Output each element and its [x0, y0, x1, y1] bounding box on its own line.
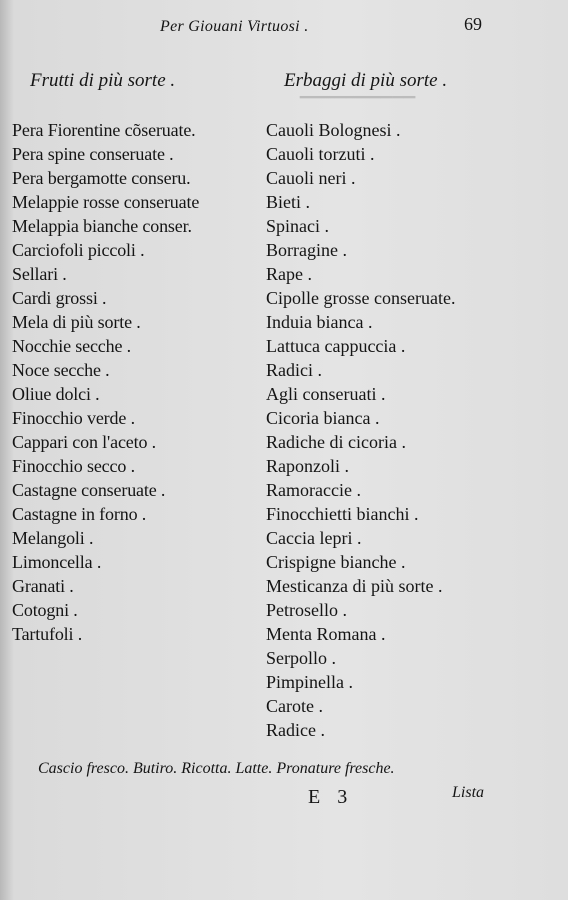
catchword: Lista	[452, 784, 485, 801]
list-item: Mela di più sorte .	[12, 312, 141, 332]
vegetable-list	[266, 118, 516, 742]
list-item: Ramoraccie .	[266, 480, 361, 500]
list-item: Finocchio secco .	[12, 456, 135, 476]
list-item: Radici .	[266, 360, 322, 380]
running-title: Per Giouani Virtuosi .	[160, 18, 309, 35]
list-item: Finocchio verde .	[12, 408, 135, 428]
list-item: Serpollo .	[266, 648, 336, 668]
list-item: Granati .	[12, 576, 74, 596]
list-item: Cauoli neri .	[266, 168, 356, 188]
list-item: Cardi grossi .	[12, 288, 107, 308]
left-column-heading: Frutti di più sorte .	[30, 70, 176, 91]
page-number: 69	[464, 14, 482, 34]
list-item: Pera spine conseruate .	[12, 144, 174, 164]
list-item: Borragine .	[266, 240, 347, 260]
list-item: Cotogni .	[12, 600, 78, 620]
list-item: Menta Romana .	[266, 624, 386, 644]
list-item: Mesticanza di più sorte .	[266, 576, 443, 596]
list-item: Petrosello .	[266, 600, 347, 620]
list-item: Caccia lepri .	[266, 528, 362, 548]
list-item: Castagne conseruate .	[12, 480, 166, 500]
list-item: Rape .	[266, 264, 312, 284]
list-item: Noce secche .	[12, 360, 110, 380]
list-item: Pera bergamotte conseru.	[12, 168, 191, 188]
list-item: Cauoli torzuti .	[266, 144, 375, 164]
list-item: Pimpinella .	[266, 672, 353, 692]
list-item: Finocchietti bianchi .	[266, 504, 419, 524]
list-item: Cauoli Bolognesi .	[266, 120, 401, 140]
show-through-mark: ▔▔▔▔▔▔▔▔▔▔	[300, 98, 416, 114]
footer-list-line: Cascio fresco. Butiro. Ricotta. Latte. Pronature fresche.	[38, 760, 395, 777]
list-item: Carciofoli piccoli .	[12, 240, 145, 260]
list-item: Nocchie secche .	[12, 336, 132, 356]
list-item: Induia bianca .	[266, 312, 373, 332]
list-item: Lattuca cappuccia .	[266, 336, 406, 356]
right-column-heading: Erbaggi di più sorte .	[284, 70, 448, 91]
fruit-list	[12, 118, 262, 646]
list-item: Carote .	[266, 696, 323, 716]
list-item: Crispigne bianche .	[266, 552, 406, 572]
list-item: Agli conseruati .	[266, 384, 386, 404]
list-item: Melangoli .	[12, 528, 94, 548]
list-item: Raponzoli .	[266, 456, 349, 476]
signature-mark: E 3	[308, 786, 354, 808]
list-item: Cappari con l'aceto .	[12, 432, 157, 452]
list-item: Radiche di cicoria .	[266, 432, 406, 452]
list-item: Limoncella .	[12, 552, 102, 572]
list-item: Sellari .	[12, 264, 67, 284]
list-item: Pera Fiorentine cõseruate.	[12, 120, 196, 140]
list-item: Castagne in forno .	[12, 504, 147, 524]
list-item: Cicoria bianca .	[266, 408, 380, 428]
list-item: Bieti .	[266, 192, 310, 212]
list-item: Melappie rosse conseruate	[12, 192, 200, 212]
list-item: Melappia bianche conser.	[12, 216, 192, 236]
list-item: Spinaci .	[266, 216, 329, 236]
list-item: Oliue dolci .	[12, 384, 100, 404]
list-item: Tartufoli .	[12, 624, 83, 644]
list-item: Cipolle grosse conseruate.	[266, 288, 456, 308]
list-item: Radice .	[266, 720, 325, 740]
